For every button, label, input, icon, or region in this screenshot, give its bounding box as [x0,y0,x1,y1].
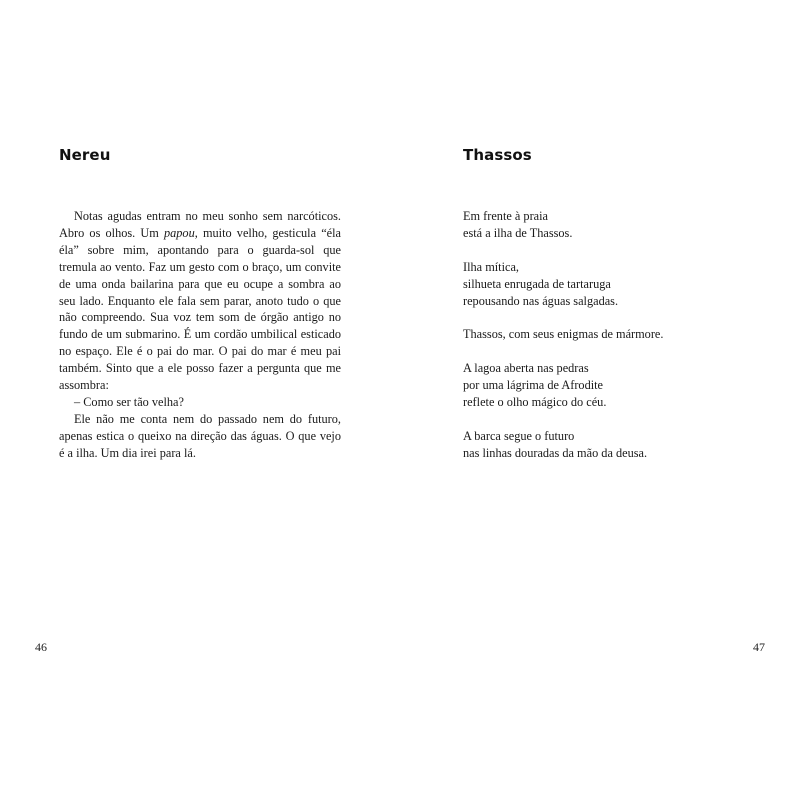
verse-line: reflete o olho mágico do céu. [463,394,607,409]
dialogue-line: – Como ser tão velha? [74,394,184,409]
verse-line: está a ilha de Thassos. [463,225,573,240]
chapter-title-nereu: Nereu [59,146,111,164]
verse-line: A barca segue o futuro [463,428,575,443]
prose-body [59,208,341,462]
stanza [463,428,763,462]
page-number-right: 47 [753,640,765,654]
right-page [400,0,800,800]
poem-body [463,208,763,478]
poem-title-thassos: Thassos [463,146,532,164]
verse-line: Ilha mítica, [463,259,519,274]
italic-word: papou [163,225,195,240]
page-number-left: 46 [35,640,47,654]
paragraph-text: Notas agudas entram no meu sonho sem narcóticos. Abro os olhos. Um [59,209,341,240]
stanza [463,360,763,411]
verse-line: Em frente à praia [463,209,549,223]
stanza [463,208,763,242]
verse-line: repousando nas águas salgadas. [463,293,619,308]
stanza [463,259,763,310]
verse-line: Thassos, com seus enigmas de mármore. [463,327,664,342]
stanza [463,326,763,343]
verse-line: A lagoa aberta nas pedras [463,361,589,376]
paragraph [59,208,341,394]
verse-line: nas linhas douradas da mão da deusa. [463,445,648,460]
paragraph: Ele não me conta nem do passado nem do futuro, apenas estica o queixo na direção das águas. O que vejo é a ilha. Um dia irei para lá. [59,411,341,460]
verse-line: silhueta enrugada de tartaruga [463,276,611,291]
verse-line: por uma lágrima de Afrodite [463,378,604,393]
paragraph-text: , muito velho, gesticula “éla éla” sobre mim, apontando para o guarda-sol que tremula ao vento. Faz um gesto com o braço, um convite de uma onda bailarina para que eu ocupe a sombra ao seu lado. Enquanto ele fala sem parar, anoto tudo o que não compreendo. Sua voz tem som de órgão antigo no fundo de um submarino. É um cordão umbilical esticado no espaço. Ele é o pai do mar. O pai do mar é meu pai também. Sinto que a ele posso fazer a pergunta que me assombra: [59,225,341,393]
